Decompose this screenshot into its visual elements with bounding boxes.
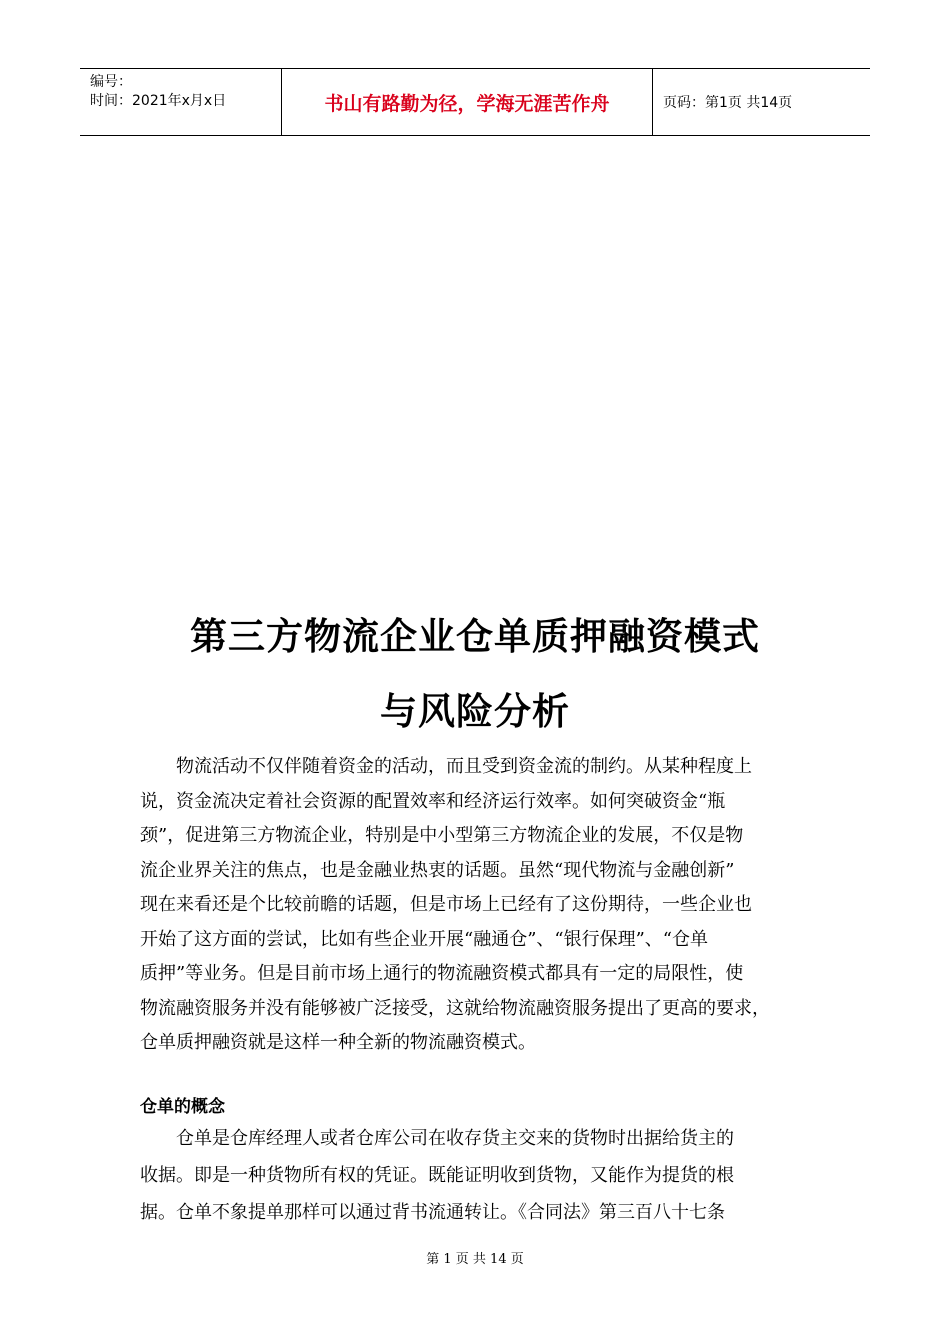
page-footer: 第 1 页 共 14 页 xyxy=(426,1252,524,1267)
paragraph-line: 收据。即是一种货物所有权的凭证。既能证明收到货物，又能作为提货的根 xyxy=(140,1165,734,1186)
paragraph-line: 仓单是仓库经理人或者仓库公司在收存货主交来的货物时出据给货主的 xyxy=(140,1128,734,1149)
section-heading: 仓单的概念 xyxy=(140,1097,225,1117)
paragraph-line: 说，资金流决定着社会资源的配置效率和经济运行效率。如何突破资金“瓶 xyxy=(140,790,726,812)
document-title-line1: 第三方物流企业仓单质押融资模式 xyxy=(190,615,760,658)
paragraph-concept xyxy=(140,1120,820,1231)
paragraph-line: 流企业界关注的焦点，也是金融业热衷的话题。虽然“现代物流与金融创新” xyxy=(140,859,735,881)
number-label: 编号： xyxy=(90,74,132,90)
document-header xyxy=(80,68,870,136)
paragraph-line: 仓单质押融资就是这样一种全新的物流融资模式。 xyxy=(140,1032,536,1053)
paragraph-line: 物流活动不仅伴随着资金的活动，而且受到资金流的制约。从某种程度上 xyxy=(140,756,752,777)
paragraph-line: 物流融资服务并没有能够被广泛接受，这就给物流融资服务提出了更高的要求， xyxy=(140,997,770,1019)
time-label: 时间：2021年x月x日 xyxy=(90,93,227,109)
document-title-line2: 与风险分析 xyxy=(380,690,570,733)
paragraph-line: 开始了这方面的尝试，比如有些企业开展“融通仓”、“银行保理”、“仓单 xyxy=(140,928,709,950)
paragraph-line: 现在来看还是个比较前瞻的话题，但是市场上已经有了这份期待，一些企业也 xyxy=(140,894,752,915)
paragraph-intro xyxy=(140,750,820,1061)
header-motto: 书山有路勤为径，学海无涯苦作舟 xyxy=(281,69,653,135)
paragraph-line: 质押”等业务。但是目前市场上通行的物流融资模式都具有一定的局限性，使 xyxy=(140,963,744,984)
paragraph-line: 据。仓单不象提单那样可以通过背书流通转让。《合同法》第三百八十七条 xyxy=(140,1202,725,1223)
header-page-code: 页码：第1页 共14页 xyxy=(663,95,793,111)
paragraph-line: 颈”，促进第三方物流企业，特别是中小型第三方物流企业的发展，不仅是物 xyxy=(140,825,744,846)
header-meta xyxy=(80,69,281,135)
